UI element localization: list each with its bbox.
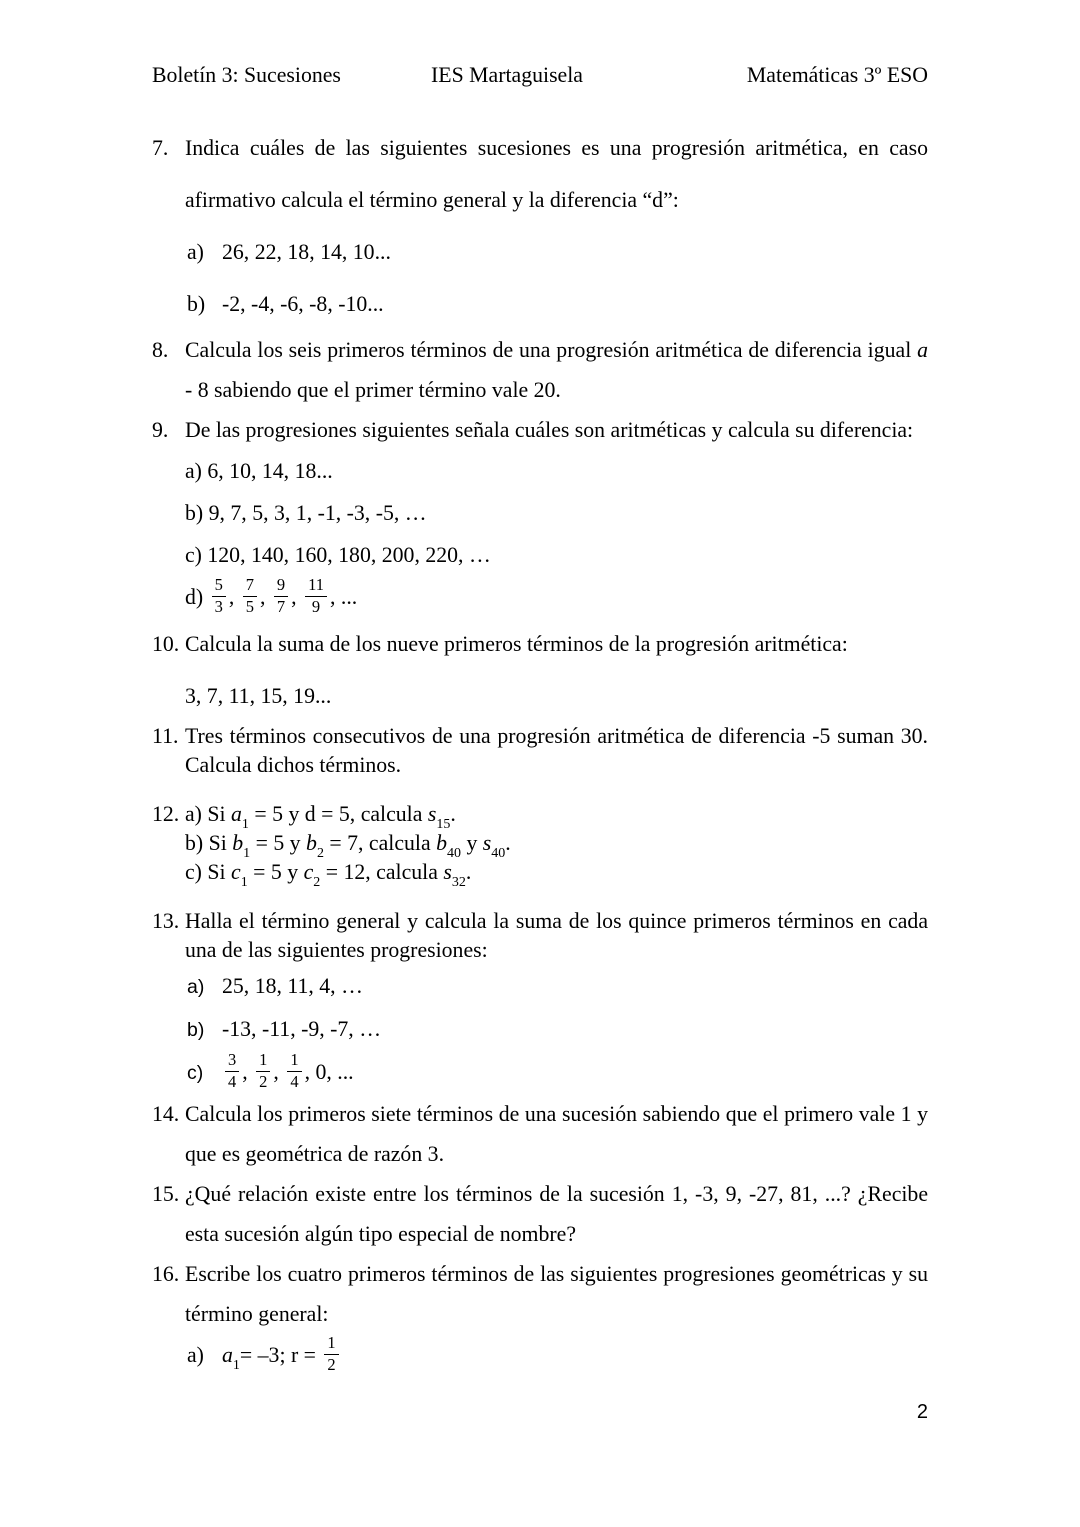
math-subscript: 1 bbox=[241, 817, 249, 833]
page-header bbox=[152, 62, 928, 88]
math-variable: $s_{15}$ bbox=[427, 802, 451, 833]
fraction-denominator: 2 bbox=[327, 1354, 336, 1374]
math-variable: $b_1$ bbox=[232, 831, 251, 862]
problem-8: 8. Calcula los seis primeros términos de una progresión aritmética de diferencia igual a - 8 sabiendo que el primer término vale 20. bbox=[152, 330, 928, 410]
problem-13-part-a: a) 25, 18, 11, 4, … bbox=[152, 965, 928, 1008]
part-label: a) bbox=[187, 240, 204, 264]
problem-number: 7. bbox=[152, 136, 169, 160]
part-label: a) bbox=[187, 1343, 204, 1367]
problem-number: 12. bbox=[152, 802, 180, 826]
problem-number: 10. bbox=[152, 632, 180, 656]
math-variable: $c_2$ bbox=[303, 860, 321, 891]
fraction bbox=[225, 1052, 239, 1090]
math-variable: $s_{40}$ bbox=[482, 831, 506, 862]
fraction-numerator: 1 bbox=[287, 1052, 301, 1072]
problem-11: 11. Tres términos consecutivos de una progresión aritmética de diferencia -5 suman 30. Calcula dichos términos. bbox=[152, 724, 928, 777]
problem-14: 14. Calcula los primeros siete términos de una sucesión sabiendo que el primero vale 1 y que es geométrica de razón 3. bbox=[152, 1094, 928, 1174]
fraction-numerator: 1 bbox=[256, 1052, 270, 1072]
math-variable: $b_{40}$ bbox=[436, 831, 461, 862]
problem-12-part-a: 12. a) Si $a_1 = 5$ y d = 5, calcula $s_{15}$. bbox=[152, 802, 456, 833]
fraction-denominator: 2 bbox=[259, 1071, 268, 1091]
fraction-numerator: 9 bbox=[274, 577, 288, 597]
fraction bbox=[212, 577, 226, 615]
fraction-denominator: 9 bbox=[311, 596, 321, 616]
part-label: b) bbox=[187, 292, 206, 316]
header-right-title: Matemáticas 3º ESO bbox=[746, 63, 928, 87]
problem-12-part-c: c) Si $c_1 = 5$ y $c_2 = 12$, calcula $s_{32}$. bbox=[185, 860, 472, 891]
problem-list bbox=[152, 122, 928, 1376]
part-label: a) bbox=[187, 976, 205, 998]
fraction-denominator: 7 bbox=[276, 596, 286, 616]
fraction-numerator: 7 bbox=[243, 577, 257, 597]
problem-13-part-b: b) -13, -11, -9, -7, … bbox=[152, 1008, 928, 1051]
fraction bbox=[287, 1052, 301, 1090]
problem-10: 10. Calcula la suma de los nueve primeros términos de la progresión aritmética: bbox=[152, 618, 928, 670]
fraction-numerator: 5 bbox=[212, 577, 226, 597]
math-subscript: 40 bbox=[447, 846, 461, 862]
problem-9: 9. De las progresiones siguientes señala cuáles son aritméticas y calcula su diferencia: bbox=[152, 410, 928, 450]
problem-9-part-a: a) 6, 10, 14, 18... bbox=[185, 459, 333, 483]
fraction-denominator: 4 bbox=[290, 1071, 299, 1091]
problem-7-part-b: b) -2, -4, -6, -8, -10... bbox=[152, 278, 928, 330]
math-variable: $s_{32}$ bbox=[443, 860, 466, 891]
problem-number: 15. bbox=[152, 1182, 180, 1206]
problem-number: 8. bbox=[152, 338, 169, 362]
math-subscript: 2 bbox=[313, 875, 321, 891]
math-subscript: 1 bbox=[232, 1358, 240, 1374]
problem-number: 16. bbox=[152, 1262, 180, 1286]
math-subscript: 40 bbox=[491, 846, 506, 862]
part-label: b) bbox=[187, 1019, 205, 1041]
problem-9-part-d: d) $\frac{5}{3}$ , $\frac{7}{5}$ , $\frac{9}{7}$ , $\frac{11}{9}$ , ... bbox=[185, 575, 358, 616]
math-subscript: 32 bbox=[451, 875, 466, 891]
problem-9-part-c: c) 120, 140, 160, 180, 200, 220, … bbox=[185, 543, 491, 567]
problem-10-sequence: 3, 7, 11, 15, 19... bbox=[185, 684, 332, 708]
fraction bbox=[324, 1335, 338, 1373]
math-subscript: 15 bbox=[436, 817, 451, 833]
problem-7: 7. Indica cuáles de las siguientes sucesiones es una progresión aritmética, en caso afirmativo calcula el término general y la diferencia “d”: bbox=[152, 122, 928, 226]
problem-number: 9. bbox=[152, 418, 169, 442]
fraction-numerator: 1 bbox=[324, 1335, 338, 1355]
problem-9-part-b: b) 9, 7, 5, 3, 1, -1, -3, -5, … bbox=[185, 501, 427, 525]
math-subscript: 1 bbox=[240, 875, 248, 891]
fraction-denominator: 4 bbox=[228, 1071, 237, 1091]
fraction bbox=[274, 577, 288, 615]
math-variable: $b_2$ bbox=[306, 831, 324, 862]
problem-number: 11. bbox=[152, 724, 179, 748]
fraction bbox=[256, 1052, 270, 1090]
fraction-numerator: 11 bbox=[305, 577, 327, 597]
problem-7-part-a: a) 26, 22, 18, 14, 10... bbox=[152, 226, 928, 278]
math-variable: a bbox=[917, 338, 928, 362]
math-variable: $a_1$ bbox=[222, 1343, 240, 1374]
problem-16-part-a: a) $a_1= -3$; r = $\frac{1}{2}$ bbox=[152, 1334, 928, 1376]
fraction bbox=[243, 577, 257, 615]
fraction bbox=[305, 577, 327, 615]
problem-15: 15. ¿Qué relación existe entre los términos de la sucesión 1, -3, 9, -27, 81, ...? ¿Recibe esta sucesión algún tipo especial de nombre? bbox=[152, 1174, 928, 1254]
problem-number: 13. bbox=[152, 909, 180, 933]
fraction-numerator: 3 bbox=[225, 1052, 239, 1072]
math-subscript: 1 bbox=[243, 846, 251, 862]
header-left-title: Boletín 3: Sucesiones bbox=[152, 63, 341, 87]
part-label: c) bbox=[187, 1062, 204, 1084]
fraction-denominator: 3 bbox=[214, 596, 223, 616]
math-subscript: 2 bbox=[316, 846, 324, 862]
problem-number: 14. bbox=[152, 1102, 180, 1126]
math-variable: $a_1$ bbox=[231, 802, 249, 833]
problem-16: 16. Escribe los cuatro primeros términos de las siguientes progresiones geométricas y su término general: bbox=[152, 1254, 928, 1334]
problem-13-part-c: c) $\frac{3}{4}$ , $\frac{1}{2}$ , $\frac{1}{4}$ , 0, ... bbox=[152, 1051, 928, 1094]
fraction-denominator: 5 bbox=[245, 596, 255, 616]
problem-13: 13. Halla el término general y calcula la suma de los quince primeros términos en cada una de las siguientes progresiones: bbox=[152, 909, 928, 962]
page-number: 2 bbox=[916, 1401, 928, 1423]
math-variable: $c_1$ bbox=[231, 860, 248, 891]
problem-12-part-b: b) Si $b_1 = 5$ y $b_2 = 7$, calcula $b_{40}$ y $s_{40}$. bbox=[185, 831, 511, 862]
header-center-title: IES Martaguisela bbox=[431, 63, 583, 87]
